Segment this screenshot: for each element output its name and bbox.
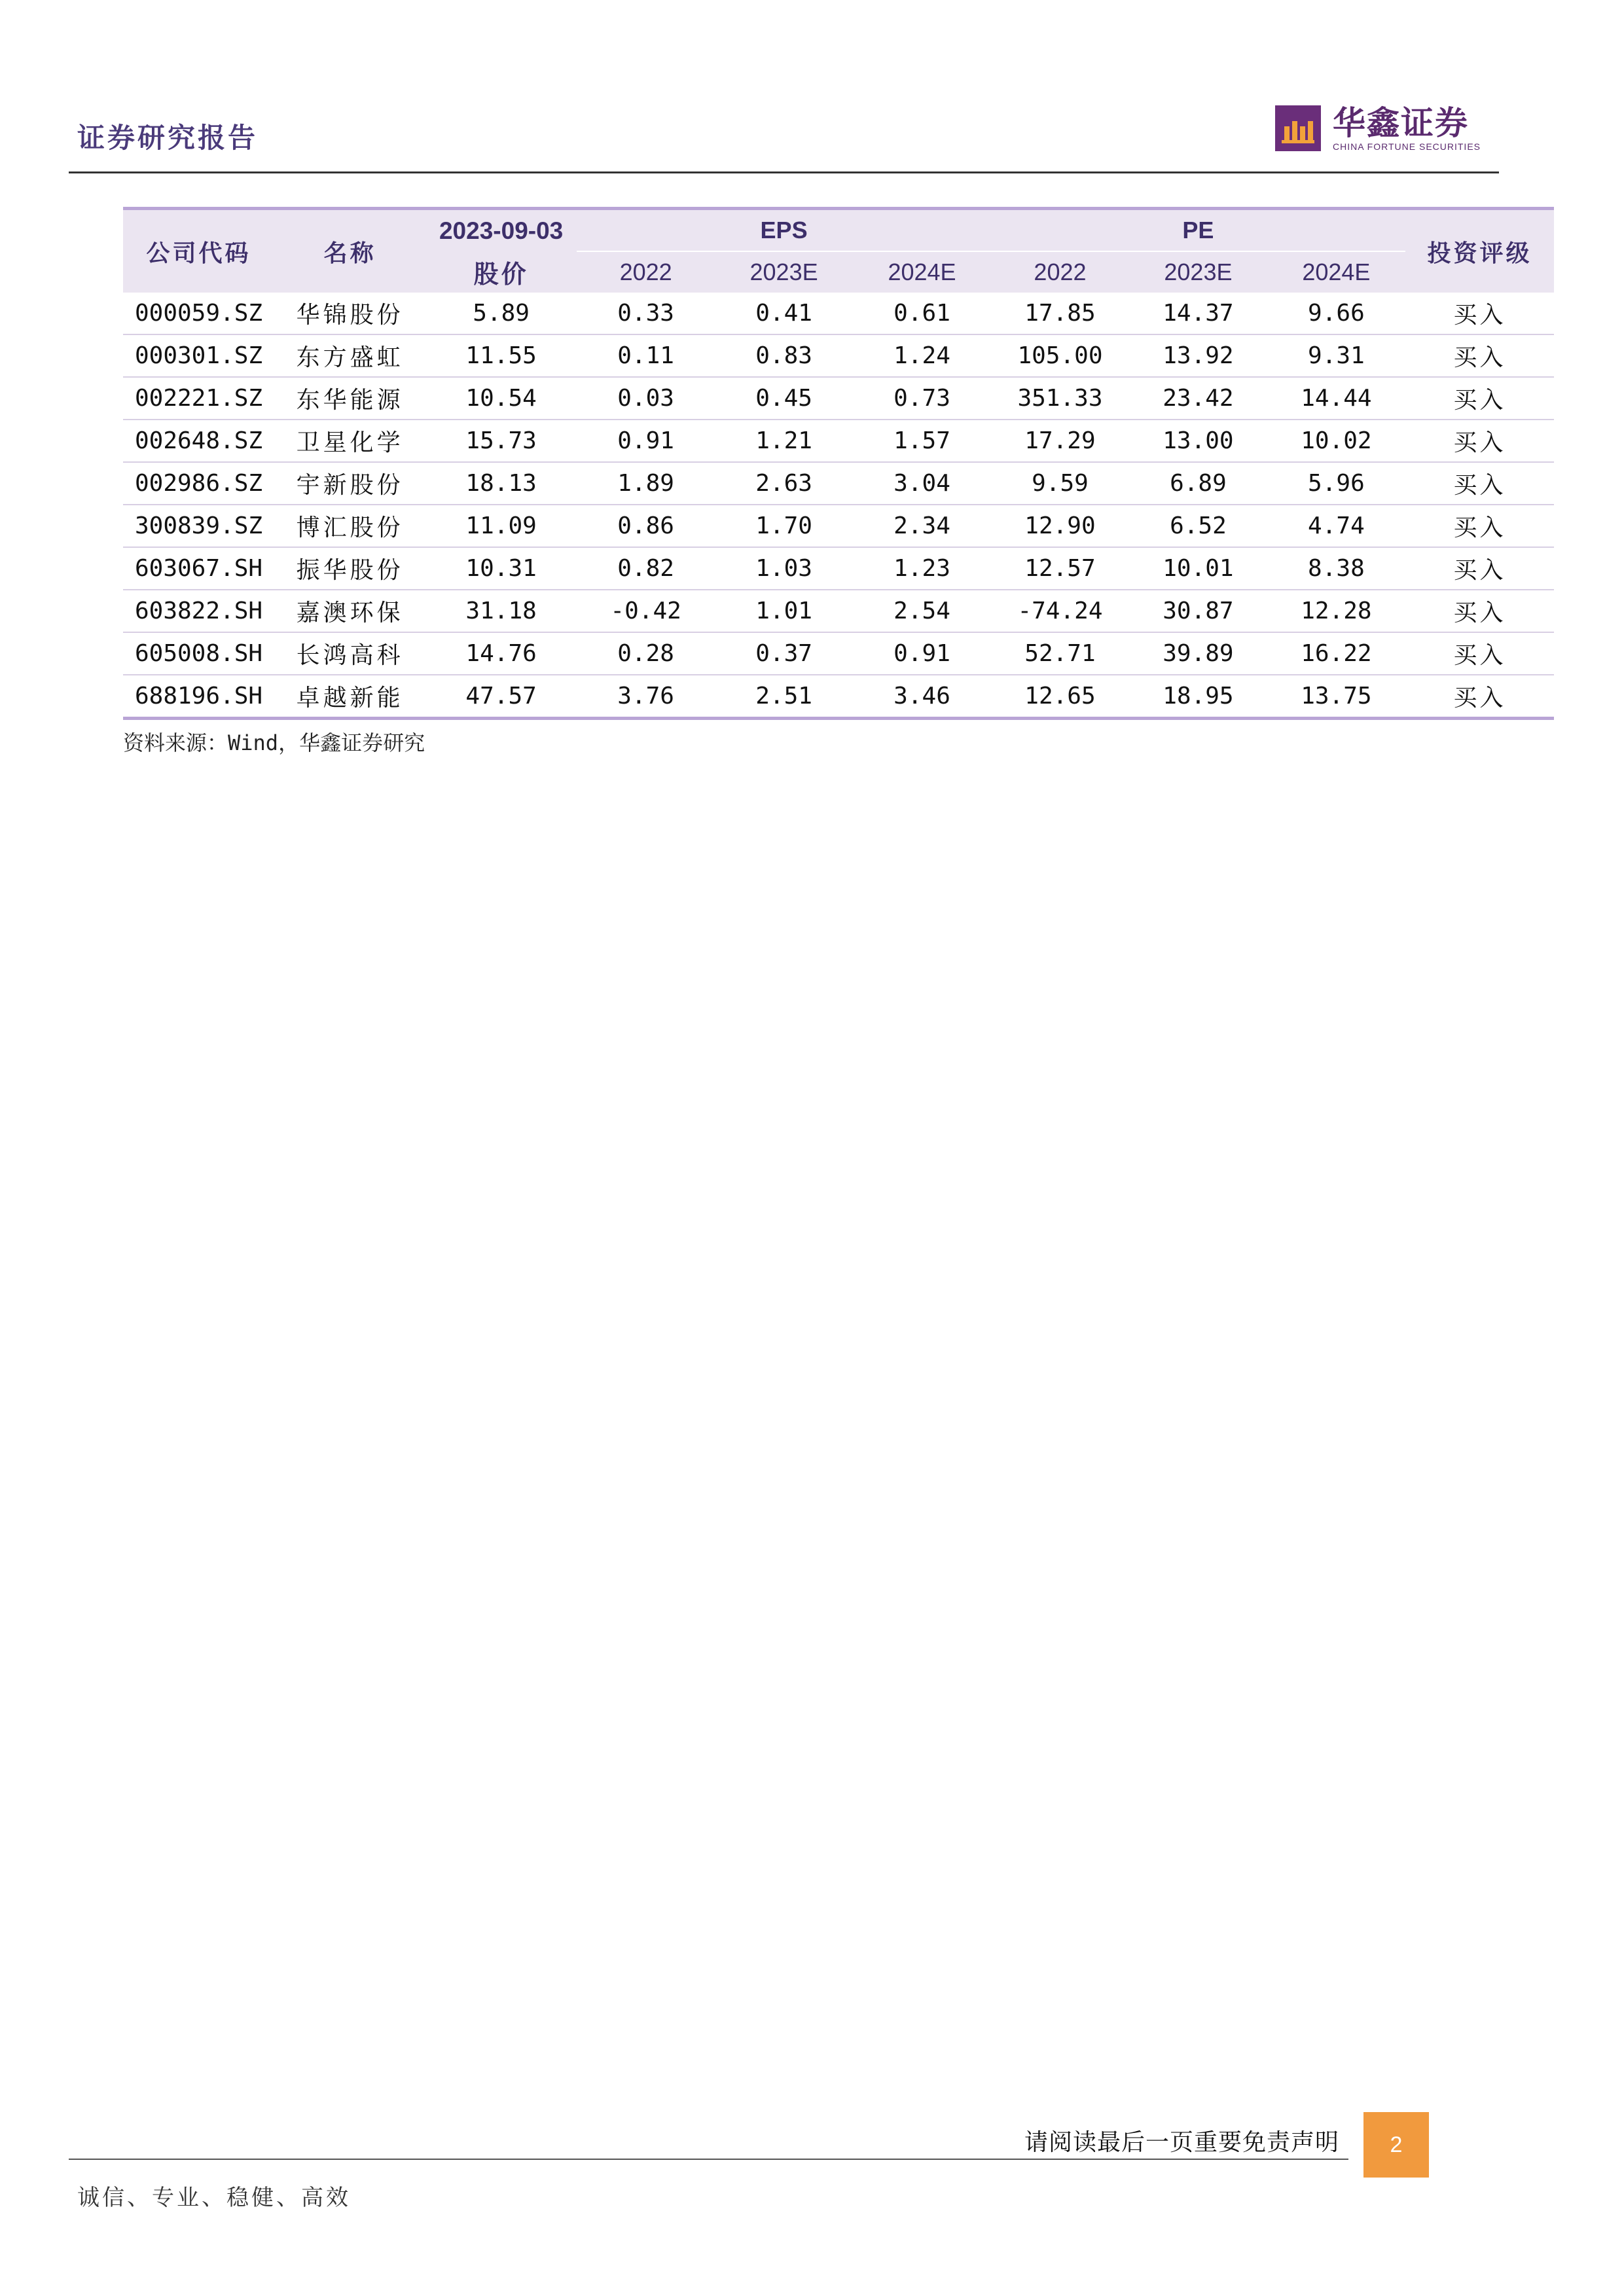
footer-divider [69, 2159, 1348, 2160]
cell-rating: 买入 [1405, 334, 1554, 377]
cell-name: 振华股份 [274, 547, 425, 590]
table-row [123, 675, 1554, 719]
cell-eps-2022: 0.82 [577, 547, 715, 590]
cell-code: 002648.SZ [123, 420, 274, 462]
table-row [123, 334, 1554, 377]
cell-eps-2022: 0.86 [577, 505, 715, 547]
cell-name: 长鸿高科 [274, 632, 425, 675]
cell-pe-2022: 12.90 [991, 505, 1129, 547]
cell-price: 18.13 [425, 462, 577, 505]
cell-code: 000059.SZ [123, 293, 274, 334]
cell-pe-2022: 52.71 [991, 632, 1129, 675]
cell-pe-2024e: 8.38 [1267, 547, 1405, 590]
cell-pe-2022: 17.29 [991, 420, 1129, 462]
cell-pe-2024e: 5.96 [1267, 462, 1405, 505]
cell-pe-2024e: 12.28 [1267, 590, 1405, 632]
cell-eps-2024e: 2.54 [853, 590, 991, 632]
cell-pe-2023e: 13.92 [1129, 334, 1267, 377]
cell-pe-2023e: 13.00 [1129, 420, 1267, 462]
cell-name: 嘉澳环保 [274, 590, 425, 632]
cell-rating: 买入 [1405, 590, 1554, 632]
cell-eps-2022: 0.91 [577, 420, 715, 462]
cell-code: 688196.SH [123, 675, 274, 719]
cell-price: 31.18 [425, 590, 577, 632]
cell-pe-2023e: 39.89 [1129, 632, 1267, 675]
cell-eps-2023e: 1.21 [715, 420, 853, 462]
cell-pe-2022: 351.33 [991, 377, 1129, 420]
cell-eps-2023e: 0.41 [715, 293, 853, 334]
col-header-rating: 投资评级 [1405, 209, 1554, 293]
cell-pe-2022: 12.65 [991, 675, 1129, 719]
cell-code: 603067.SH [123, 547, 274, 590]
cell-eps-2024e: 3.04 [853, 462, 991, 505]
col-header-pe-2024e: 2024E [1267, 251, 1405, 293]
col-header-pe-2023e: 2023E [1129, 251, 1267, 293]
cell-eps-2023e: 1.70 [715, 505, 853, 547]
cell-rating: 买入 [1405, 547, 1554, 590]
cell-eps-2024e: 1.24 [853, 334, 991, 377]
cell-pe-2022: 105.00 [991, 334, 1129, 377]
cell-eps-2022: 3.76 [577, 675, 715, 719]
cell-code: 002221.SZ [123, 377, 274, 420]
table-row [123, 590, 1554, 632]
cell-eps-2022: 0.03 [577, 377, 715, 420]
table-body [123, 293, 1554, 719]
cell-name: 卓越新能 [274, 675, 425, 719]
cell-eps-2022: 0.11 [577, 334, 715, 377]
cell-price: 5.89 [425, 293, 577, 334]
cell-pe-2024e: 9.31 [1267, 334, 1405, 377]
col-header-eps-2023e: 2023E [715, 251, 853, 293]
cell-price: 11.55 [425, 334, 577, 377]
logo-name-cn: 华鑫证券 [1333, 104, 1469, 142]
cell-pe-2024e: 16.22 [1267, 632, 1405, 675]
table-row [123, 293, 1554, 334]
cell-pe-2022: -74.24 [991, 590, 1129, 632]
cell-eps-2022: -0.42 [577, 590, 715, 632]
table-row [123, 632, 1554, 675]
col-header-eps-2024e: 2024E [853, 251, 991, 293]
col-header-name: 名称 [274, 209, 425, 293]
data-source-note: 资料来源：Wind，华鑫证券研究 [123, 730, 425, 755]
cell-pe-2023e: 6.89 [1129, 462, 1267, 505]
table-row [123, 420, 1554, 462]
cell-pe-2023e: 10.01 [1129, 547, 1267, 590]
cell-name: 东方盛虹 [274, 334, 425, 377]
col-header-eps: EPS [577, 209, 991, 252]
col-header-price: 股价 [425, 251, 577, 293]
col-header-pe-2022: 2022 [991, 251, 1129, 293]
cell-eps-2023e: 0.37 [715, 632, 853, 675]
cell-rating: 买入 [1405, 632, 1554, 675]
cell-rating: 买入 [1405, 462, 1554, 505]
cell-eps-2024e: 1.23 [853, 547, 991, 590]
col-header-price-date: 2023-09-03 [425, 209, 577, 252]
logo-icon [1275, 105, 1321, 151]
cell-pe-2024e: 13.75 [1267, 675, 1405, 719]
cell-rating: 买入 [1405, 505, 1554, 547]
cell-pe-2022: 12.57 [991, 547, 1129, 590]
cell-pe-2024e: 10.02 [1267, 420, 1405, 462]
cell-name: 宇新股份 [274, 462, 425, 505]
table-row [123, 462, 1554, 505]
cell-pe-2023e: 18.95 [1129, 675, 1267, 719]
cell-rating: 买入 [1405, 377, 1554, 420]
cell-eps-2022: 0.28 [577, 632, 715, 675]
cell-pe-2024e: 4.74 [1267, 505, 1405, 547]
cell-pe-2023e: 30.87 [1129, 590, 1267, 632]
cell-eps-2024e: 1.57 [853, 420, 991, 462]
logo-name-en: CHINA FORTUNE SECURITIES [1333, 141, 1481, 152]
disclaimer-notice: 请阅读最后一页重要免责声明 [1024, 2129, 1340, 2156]
cell-eps-2023e: 1.03 [715, 547, 853, 590]
cell-name: 博汇股份 [274, 505, 425, 547]
table-row [123, 547, 1554, 590]
cell-price: 11.09 [425, 505, 577, 547]
cell-code: 000301.SZ [123, 334, 274, 377]
stock-valuation-table [123, 207, 1554, 720]
cell-eps-2023e: 2.51 [715, 675, 853, 719]
cell-pe-2023e: 23.42 [1129, 377, 1267, 420]
table-header-row [123, 209, 1554, 252]
cell-rating: 买入 [1405, 675, 1554, 719]
cell-pe-2024e: 9.66 [1267, 293, 1405, 334]
cell-rating: 买入 [1405, 293, 1554, 334]
cell-pe-2022: 17.85 [991, 293, 1129, 334]
cell-eps-2023e: 0.83 [715, 334, 853, 377]
cell-code: 603822.SH [123, 590, 274, 632]
cell-name: 东华能源 [274, 377, 425, 420]
cell-eps-2023e: 0.45 [715, 377, 853, 420]
company-logo [1275, 105, 1481, 152]
col-header-eps-2022: 2022 [577, 251, 715, 293]
table-row [123, 377, 1554, 420]
cell-price: 10.54 [425, 377, 577, 420]
cell-rating: 买入 [1405, 420, 1554, 462]
cell-eps-2022: 1.89 [577, 462, 715, 505]
col-header-code: 公司代码 [123, 209, 274, 293]
cell-eps-2024e: 0.73 [853, 377, 991, 420]
col-header-pe: PE [991, 209, 1405, 252]
cell-pe-2022: 9.59 [991, 462, 1129, 505]
header-divider [69, 171, 1499, 173]
report-header-title: 证券研究报告 [77, 122, 259, 154]
cell-code: 300839.SZ [123, 505, 274, 547]
cell-code: 002986.SZ [123, 462, 274, 505]
page-number: 2 [1363, 2112, 1429, 2178]
cell-price: 10.31 [425, 547, 577, 590]
company-slogan: 诚信、专业、稳健、高效 [77, 2185, 351, 2211]
cell-name: 卫星化学 [274, 420, 425, 462]
cell-eps-2023e: 1.01 [715, 590, 853, 632]
cell-code: 605008.SH [123, 632, 274, 675]
cell-eps-2024e: 2.34 [853, 505, 991, 547]
cell-eps-2023e: 2.63 [715, 462, 853, 505]
table-row [123, 505, 1554, 547]
cell-eps-2024e: 3.46 [853, 675, 991, 719]
cell-eps-2022: 0.33 [577, 293, 715, 334]
cell-name: 华锦股份 [274, 293, 425, 334]
cell-price: 14.76 [425, 632, 577, 675]
cell-pe-2023e: 14.37 [1129, 293, 1267, 334]
cell-pe-2024e: 14.44 [1267, 377, 1405, 420]
cell-eps-2024e: 0.91 [853, 632, 991, 675]
cell-price: 15.73 [425, 420, 577, 462]
cell-price: 47.57 [425, 675, 577, 719]
cell-eps-2024e: 0.61 [853, 293, 991, 334]
cell-pe-2023e: 6.52 [1129, 505, 1267, 547]
